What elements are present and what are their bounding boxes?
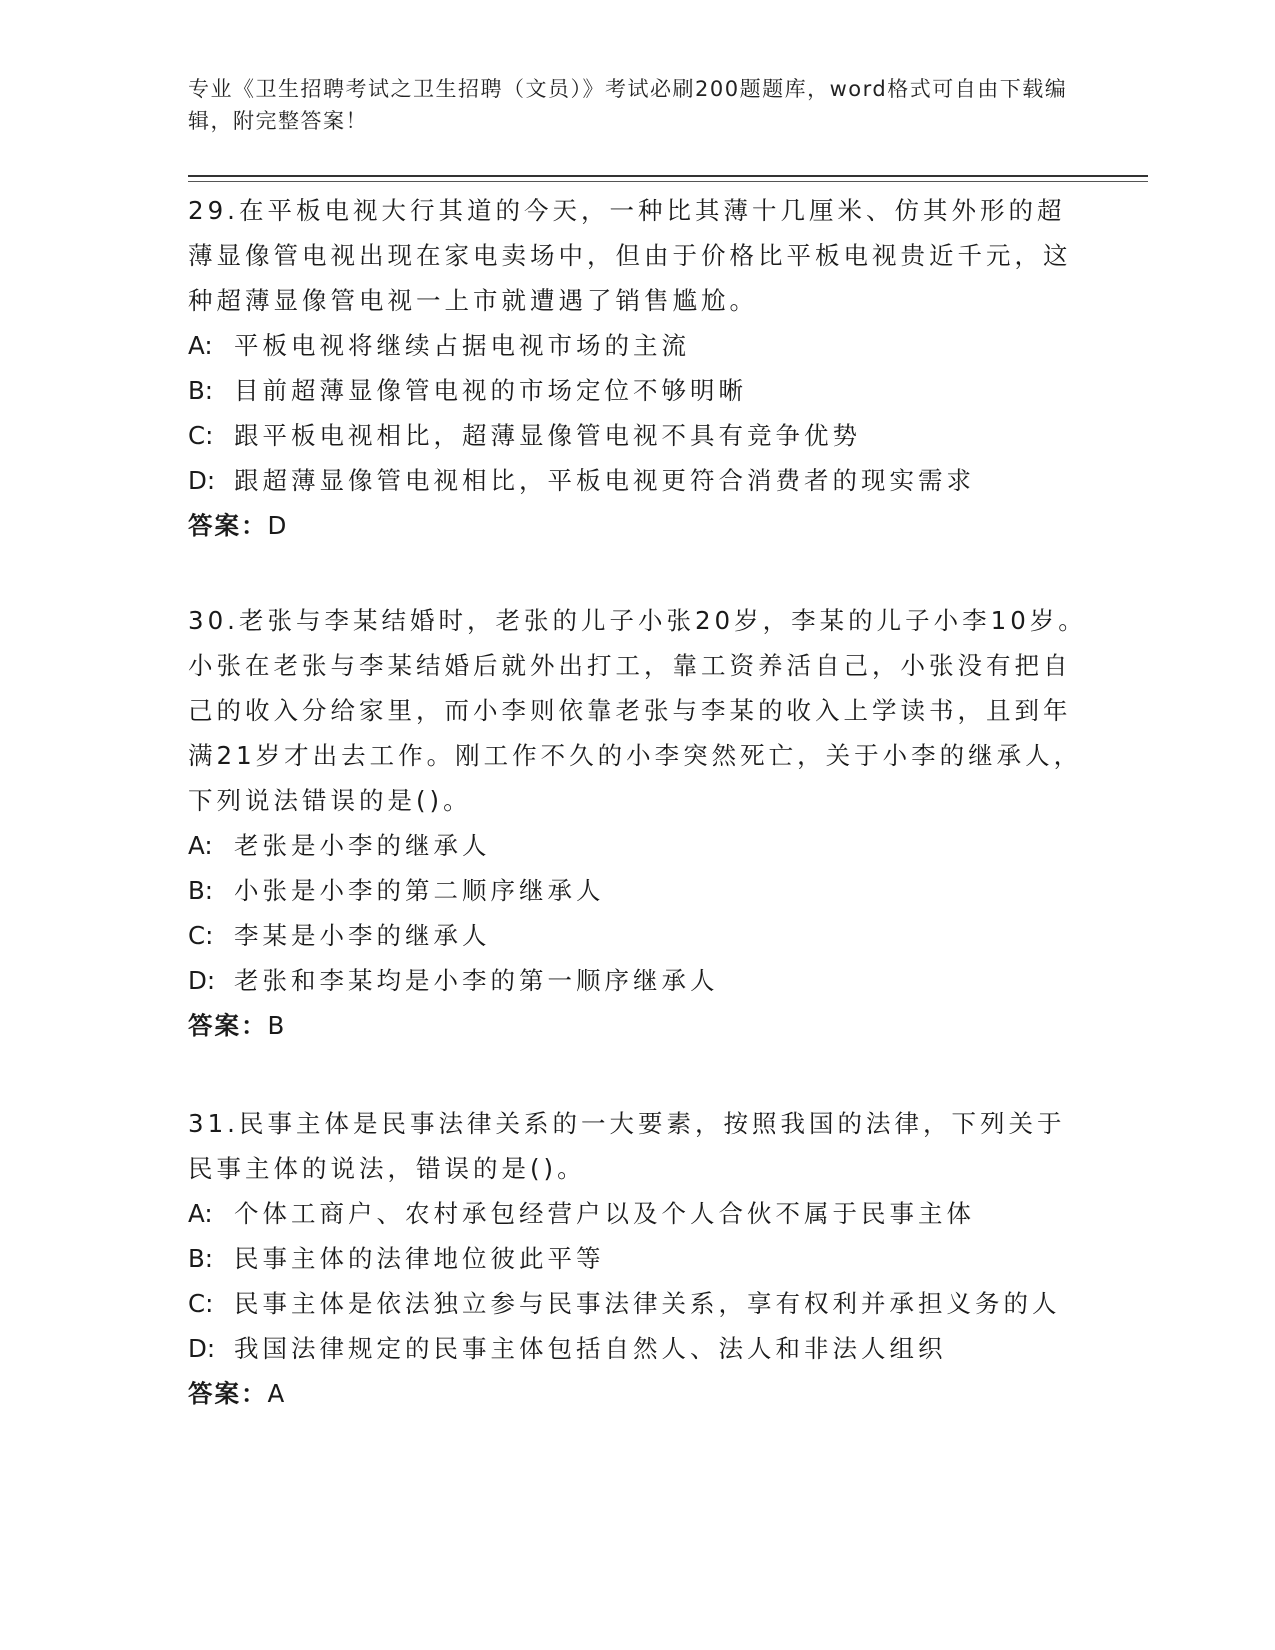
option-key: D: (188, 1334, 216, 1363)
option-key: A: (188, 831, 213, 860)
option-a (188, 323, 1088, 368)
option-key: B: (188, 376, 214, 405)
question-29 (188, 188, 1088, 548)
question-stem: 30.老张与李某结婚时，老张的儿子小张20岁，李某的儿子小李10岁。小张在老张与李某结婚后就外出打工，靠工资养活自己，小张没有把自己的收入分给家里，而小李则依靠老张与李某的收入上学读书，且到年满21岁才出去工作。刚工作不久的小李突然死亡，关于小李的继承人，下列说法错误的是()。 (188, 606, 1087, 815)
option-key: C: (188, 1289, 214, 1318)
question-stem: 31.民事主体是民事法律关系的一大要素，按照我国的法律，下列关于民事主体的说法，错误的是()。 (188, 1109, 1066, 1183)
option-text: 跟平板电视相比，超薄显像管电视不具有竞争优势 (234, 421, 861, 450)
option-c (188, 913, 1088, 958)
header-rule-thick (188, 175, 1148, 177)
option-b (188, 868, 1088, 913)
option-key: D: (188, 966, 216, 995)
option-text: 平板电视将继续占据电视市场的主流 (234, 331, 690, 360)
option-c (188, 413, 1088, 458)
option-d (188, 1326, 1088, 1371)
option-key: B: (188, 876, 214, 905)
option-text: 老张是小李的继承人 (234, 831, 491, 860)
document-header: 专业《卫生招聘考试之卫生招聘（文员）》考试必刷200题题库，word格式可自由下载编辑，附完整答案！ (188, 77, 1068, 133)
option-a (188, 1191, 1088, 1236)
answer-value: B (267, 1011, 287, 1040)
option-d (188, 458, 1088, 503)
option-text: 民事主体的法律地位彼此平等 (234, 1244, 605, 1273)
option-text: 老张和李某均是小李的第一顺序继承人 (234, 966, 719, 995)
answer-line (188, 1003, 1088, 1048)
option-key: B: (188, 1244, 214, 1273)
question-31 (188, 1101, 1088, 1416)
option-d (188, 958, 1088, 1003)
option-text: 小张是小李的第二顺序继承人 (234, 876, 605, 905)
option-key: C: (188, 421, 214, 450)
option-text: 目前超薄显像管电视的市场定位不够明晰 (234, 376, 747, 405)
answer-label: 答案： (188, 1379, 268, 1408)
option-text: 个体工商户、农村承包经营户以及个人合伙不属于民事主体 (234, 1199, 975, 1228)
header-rule-thin (188, 181, 1148, 182)
option-a (188, 823, 1088, 868)
option-text: 李某是小李的继承人 (234, 921, 491, 950)
option-text: 跟超薄显像管电视相比，平板电视更符合消费者的现实需求 (234, 466, 975, 495)
answer-label: 答案： (188, 1011, 268, 1040)
answer-label: 答案： (188, 511, 268, 540)
answer-line (188, 503, 1088, 548)
option-b (188, 368, 1088, 413)
answer-value: D (267, 511, 289, 540)
option-key: D: (188, 466, 216, 495)
option-c (188, 1281, 1088, 1326)
option-key: A: (188, 1199, 213, 1228)
answer-value: A (267, 1379, 287, 1408)
answer-line (188, 1371, 1088, 1416)
option-text: 我国法律规定的民事主体包括自然人、法人和非法人组织 (234, 1334, 947, 1363)
option-key: A: (188, 331, 213, 360)
option-key: C: (188, 921, 214, 950)
option-b (188, 1236, 1088, 1281)
option-text: 民事主体是依法独立参与民事法律关系，享有权利并承担义务的人 (234, 1289, 1061, 1318)
question-stem: 29.在平板电视大行其道的今天，一种比其薄十几厘米、仿其外形的超薄显像管电视出现在家电卖场中，但由于价格比平板电视贵近千元，这种超薄显像管电视一上市就遭遇了销售尴尬。 (188, 196, 1072, 315)
question-30 (188, 598, 1088, 1048)
